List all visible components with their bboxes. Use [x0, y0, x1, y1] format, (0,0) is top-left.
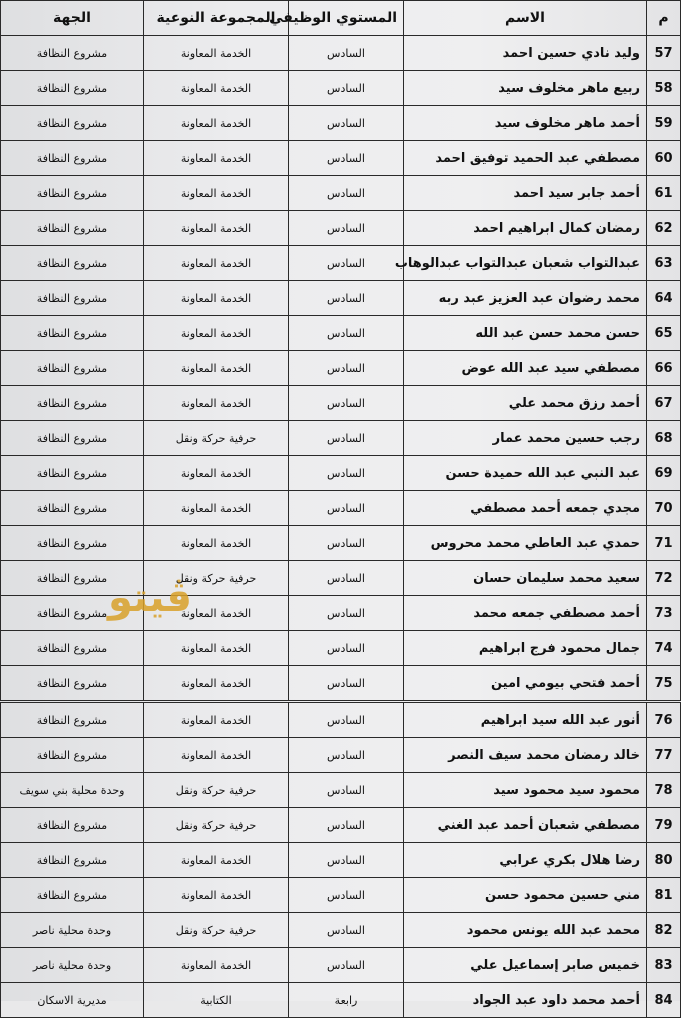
table-row [1, 141, 681, 176]
table-row [1, 948, 681, 983]
cell-num: 65 [647, 316, 681, 351]
cell-name: خالد رمضان محمد سيف النصر [404, 738, 647, 773]
cell-level: السادس [289, 351, 404, 386]
table-row [1, 36, 681, 71]
cell-level: رابعة [289, 983, 404, 1018]
table-row [1, 176, 681, 211]
cell-level: السادس [289, 421, 404, 456]
cell-group: الخدمة المعاونة [144, 948, 289, 983]
cell-dept: مشروع النظافة [1, 808, 144, 843]
cell-dept: مشروع النظافة [1, 246, 144, 281]
cell-dept: مشروع النظافة [1, 106, 144, 141]
table-row [1, 491, 681, 526]
cell-group: الخدمة المعاونة [144, 141, 289, 176]
header-level: المستوي الوظيفي [289, 1, 404, 36]
cell-num: 57 [647, 36, 681, 71]
cell-num: 70 [647, 491, 681, 526]
cell-name: رجب حسين محمد عمار [404, 421, 647, 456]
cell-name: محمد رضوان عبد العزيز عبد ربه [404, 281, 647, 316]
cell-level: السادس [289, 948, 404, 983]
cell-name: رمضان كمال ابراهيم احمد [404, 211, 647, 246]
cell-dept: مشروع النظافة [1, 666, 144, 702]
cell-group: الخدمة المعاونة [144, 351, 289, 386]
cell-level: السادس [289, 666, 404, 702]
cell-num: 76 [647, 702, 681, 738]
cell-level: السادس [289, 561, 404, 596]
cell-num: 72 [647, 561, 681, 596]
table-row [1, 456, 681, 491]
cell-group: الخدمة المعاونة [144, 878, 289, 913]
cell-name: أحمد رزق محمد علي [404, 386, 647, 421]
table-row [1, 596, 681, 631]
watermark-logo: ڤيتو [108, 575, 192, 621]
table-row [1, 878, 681, 913]
cell-level: السادس [289, 71, 404, 106]
cell-level: السادس [289, 176, 404, 211]
cell-num: 83 [647, 948, 681, 983]
cell-num: 67 [647, 386, 681, 421]
cell-level: السادس [289, 596, 404, 631]
cell-name: عبد النبي عبد الله حميدة حسن [404, 456, 647, 491]
cell-name: وليد نادي حسين احمد [404, 36, 647, 71]
cell-group: الخدمة المعاونة [144, 738, 289, 773]
cell-num: 66 [647, 351, 681, 386]
table-row [1, 211, 681, 246]
cell-name: محمد عبد الله يونس محمود [404, 913, 647, 948]
cell-level: السادس [289, 456, 404, 491]
cell-group: حرفية حركة ونقل [144, 773, 289, 808]
cell-dept: مشروع النظافة [1, 176, 144, 211]
cell-num: 64 [647, 281, 681, 316]
cell-dept: مشروع النظافة [1, 386, 144, 421]
cell-group: حرفية حركة ونقل [144, 561, 289, 596]
cell-dept: مشروع النظافة [1, 211, 144, 246]
cell-num: 69 [647, 456, 681, 491]
cell-level: السادس [289, 702, 404, 738]
table-row [1, 702, 681, 738]
cell-level: السادس [289, 491, 404, 526]
cell-num: 81 [647, 878, 681, 913]
table-row [1, 526, 681, 561]
cell-num: 84 [647, 983, 681, 1018]
table-row [1, 773, 681, 808]
cell-group: الخدمة المعاونة [144, 386, 289, 421]
cell-name: أحمد محمد داود عبد الجواد [404, 983, 647, 1018]
cell-dept: مشروع النظافة [1, 631, 144, 666]
cell-group: الكتابية [144, 983, 289, 1018]
cell-dept: مشروع النظافة [1, 738, 144, 773]
cell-dept: مشروع النظافة [1, 491, 144, 526]
cell-dept: مشروع النظافة [1, 596, 144, 631]
table-row [1, 666, 681, 702]
cell-level: السادس [289, 843, 404, 878]
cell-num: 77 [647, 738, 681, 773]
cell-dept: مشروع النظافة [1, 421, 144, 456]
cell-level: السادس [289, 316, 404, 351]
cell-group: الخدمة المعاونة [144, 456, 289, 491]
cell-num: 61 [647, 176, 681, 211]
cell-level: السادس [289, 246, 404, 281]
cell-dept: مديرية الاسكان [1, 983, 144, 1018]
cell-name: مجدي جمعه أحمد مصطفي [404, 491, 647, 526]
cell-group: الخدمة المعاونة [144, 491, 289, 526]
cell-num: 73 [647, 596, 681, 631]
cell-group: الخدمة المعاونة [144, 36, 289, 71]
cell-dept: مشروع النظافة [1, 316, 144, 351]
table-row [1, 246, 681, 281]
table-row [1, 983, 681, 1018]
cell-name: ربيع ماهر مخلوف سيد [404, 71, 647, 106]
cell-dept: وحدة محلية ناصر [1, 948, 144, 983]
cell-name: مصطفي شعبان أحمد عبد الغني [404, 808, 647, 843]
table-row [1, 913, 681, 948]
cell-dept: مشروع النظافة [1, 71, 144, 106]
cell-dept: مشروع النظافة [1, 878, 144, 913]
table-row [1, 808, 681, 843]
cell-group: حرفية حركة ونقل [144, 913, 289, 948]
table-row [1, 738, 681, 773]
cell-dept: مشروع النظافة [1, 561, 144, 596]
cell-name: عبدالتواب شعبان عبدالتواب عبدالوهاب [404, 246, 647, 281]
cell-dept: مشروع النظافة [1, 141, 144, 176]
cell-group: الخدمة المعاونة [144, 596, 289, 631]
cell-num: 74 [647, 631, 681, 666]
cell-name: أحمد ماهر مخلوف سيد [404, 106, 647, 141]
table-row [1, 631, 681, 666]
cell-group: الخدمة المعاونة [144, 526, 289, 561]
cell-level: السادس [289, 913, 404, 948]
cell-num: 79 [647, 808, 681, 843]
header-num: م [647, 1, 681, 36]
cell-dept: وحدة محلية ناصر [1, 913, 144, 948]
cell-group: حرفية حركة ونقل [144, 421, 289, 456]
cell-name: خميس صابر إسماعيل علي [404, 948, 647, 983]
table-header-row [1, 1, 681, 36]
cell-group: الخدمة المعاونة [144, 246, 289, 281]
table-row [1, 316, 681, 351]
cell-group: الخدمة المعاونة [144, 211, 289, 246]
cell-name: أحمد مصطفي جمعه محمد [404, 596, 647, 631]
cell-num: 71 [647, 526, 681, 561]
cell-num: 78 [647, 773, 681, 808]
table-row [1, 421, 681, 456]
cell-group: الخدمة المعاونة [144, 631, 289, 666]
cell-dept: مشروع النظافة [1, 281, 144, 316]
cell-level: السادس [289, 878, 404, 913]
cell-dept: مشروع النظافة [1, 36, 144, 71]
cell-num: 82 [647, 913, 681, 948]
cell-dept: مشروع النظافة [1, 843, 144, 878]
cell-level: السادس [289, 281, 404, 316]
cell-num: 59 [647, 106, 681, 141]
cell-name: مني حسين محمود حسن [404, 878, 647, 913]
cell-level: السادس [289, 106, 404, 141]
table-row [1, 281, 681, 316]
cell-level: السادس [289, 808, 404, 843]
table-row [1, 351, 681, 386]
table-row [1, 561, 681, 596]
cell-num: 68 [647, 421, 681, 456]
cell-group: الخدمة المعاونة [144, 281, 289, 316]
cell-group: الخدمة المعاونة [144, 702, 289, 738]
cell-dept: مشروع النظافة [1, 526, 144, 561]
cell-num: 63 [647, 246, 681, 281]
table-row [1, 843, 681, 878]
cell-level: السادس [289, 386, 404, 421]
cell-name: رضا هلال بكري عرابي [404, 843, 647, 878]
cell-num: 58 [647, 71, 681, 106]
table-row [1, 386, 681, 421]
cell-level: السادس [289, 211, 404, 246]
cell-num: 80 [647, 843, 681, 878]
cell-group: الخدمة المعاونة [144, 71, 289, 106]
cell-group: الخدمة المعاونة [144, 316, 289, 351]
cell-name: محمود سيد محمود سيد [404, 773, 647, 808]
cell-dept: مشروع النظافة [1, 702, 144, 738]
cell-name: أحمد جابر سيد احمد [404, 176, 647, 211]
cell-level: السادس [289, 526, 404, 561]
cell-name: أحمد فتحي بيومي امين [404, 666, 647, 702]
cell-name: حسن محمد حسن عبد الله [404, 316, 647, 351]
cell-dept: مشروع النظافة [1, 351, 144, 386]
cell-level: السادس [289, 738, 404, 773]
cell-num: 62 [647, 211, 681, 246]
cell-num: 75 [647, 666, 681, 702]
header-name: الاسم [404, 1, 647, 36]
cell-level: السادس [289, 141, 404, 176]
cell-group: حرفية حركة ونقل [144, 808, 289, 843]
header-dept: الجهة [1, 1, 144, 36]
cell-group: الخدمة المعاونة [144, 843, 289, 878]
header-group: المجموعة النوعية [144, 1, 289, 36]
cell-name: جمال محمود فرج ابراهيم [404, 631, 647, 666]
cell-level: السادس [289, 631, 404, 666]
cell-dept: مشروع النظافة [1, 456, 144, 491]
cell-group: الخدمة المعاونة [144, 176, 289, 211]
cell-num: 60 [647, 141, 681, 176]
cell-name: سعيد محمد سليمان حسان [404, 561, 647, 596]
cell-name: مصطفي سيد عبد الله عوض [404, 351, 647, 386]
cell-name: مصطفي عبد الحميد توفيق احمد [404, 141, 647, 176]
cell-level: السادس [289, 36, 404, 71]
cell-name: أنور عبد الله سيد ابراهيم [404, 702, 647, 738]
cell-level: السادس [289, 773, 404, 808]
cell-group: الخدمة المعاونة [144, 106, 289, 141]
table-row [1, 71, 681, 106]
cell-dept: وحدة محلية بني سويف [1, 773, 144, 808]
table-row [1, 106, 681, 141]
cell-name: حمدي عبد العاطي محمد محروس [404, 526, 647, 561]
cell-group: الخدمة المعاونة [144, 666, 289, 702]
